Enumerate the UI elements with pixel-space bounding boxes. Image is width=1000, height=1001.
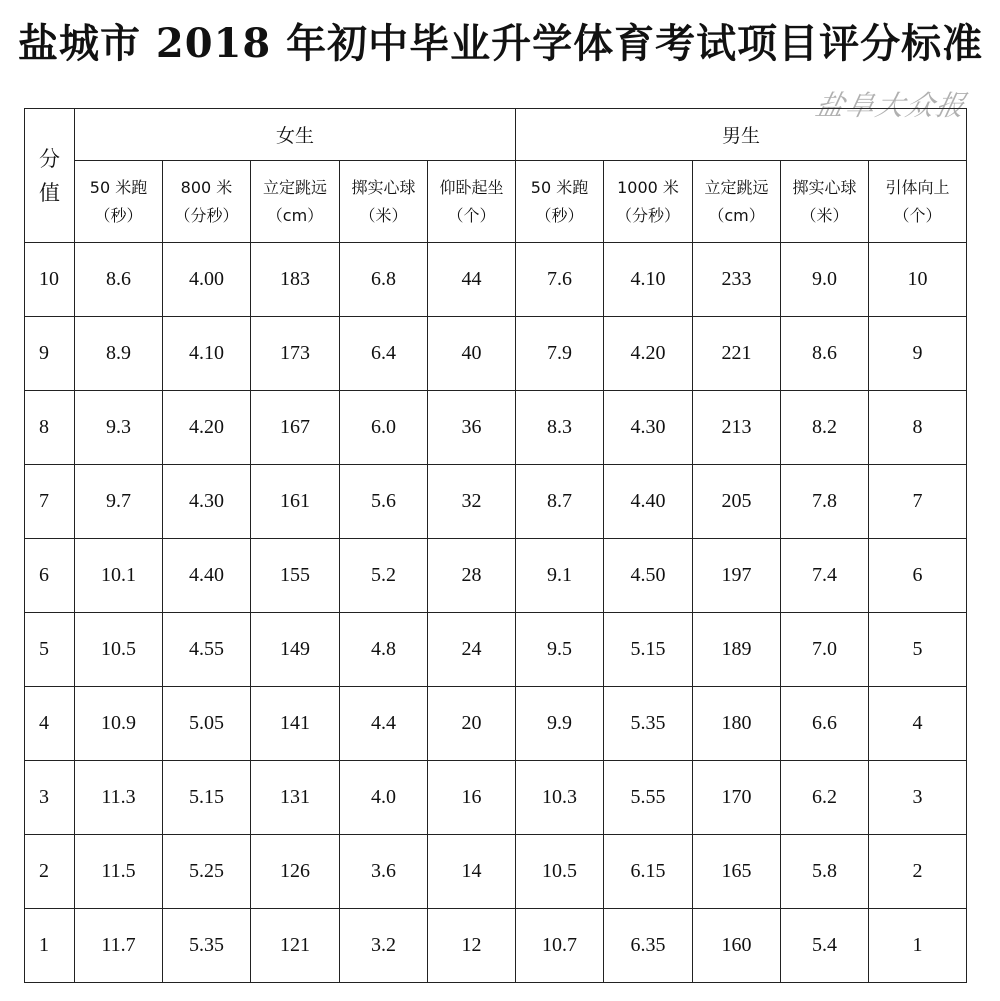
score-cell: 10 (25, 243, 75, 317)
score-cell: 2 (25, 835, 75, 909)
column-header-unit: （米） (800, 205, 849, 225)
table-cell: 155 (251, 539, 340, 613)
table-cell: 5.35 (163, 909, 251, 983)
table-cell: 4.55 (163, 613, 251, 687)
table-cell: 9 (869, 317, 967, 391)
column-header-name: 掷实心球 (792, 177, 857, 197)
table-cell: 7 (869, 465, 967, 539)
table-row (25, 465, 967, 539)
page-title: 盐城市 2018 年初中毕业升学体育考试项目评分标准 (18, 20, 984, 67)
table-cell: 9.3 (75, 391, 163, 465)
table-cell: 9.9 (516, 687, 604, 761)
column-header-name: 50 米跑 (530, 177, 589, 197)
column-header-unit: （cm） (266, 205, 324, 225)
table-cell: 5.8 (781, 835, 869, 909)
table-cell: 7.9 (516, 317, 604, 391)
table-row (25, 391, 967, 465)
score-column-header (25, 109, 75, 243)
score-header-char-2: 值 (39, 180, 60, 205)
table-cell: 170 (693, 761, 781, 835)
table-cell: 5.55 (604, 761, 693, 835)
table-cell: 5.25 (163, 835, 251, 909)
column-header-name: 仰卧起坐 (439, 177, 504, 197)
table-cell: 11.7 (75, 909, 163, 983)
table-cell: 5.05 (163, 687, 251, 761)
column-header-unit: （分秒） (174, 205, 239, 225)
column-header (340, 161, 428, 243)
table-cell: 3.2 (340, 909, 428, 983)
table-cell: 121 (251, 909, 340, 983)
column-header-unit: （秒） (94, 205, 143, 225)
table-cell: 180 (693, 687, 781, 761)
table-cell: 5 (869, 613, 967, 687)
table-row (25, 835, 967, 909)
table-row (25, 761, 967, 835)
score-cell: 8 (25, 391, 75, 465)
column-header-unit: （秒） (535, 205, 584, 225)
table-cell: 9.0 (781, 243, 869, 317)
table-cell: 10.5 (75, 613, 163, 687)
table-cell: 4.10 (604, 243, 693, 317)
table-cell: 9.7 (75, 465, 163, 539)
table-cell: 6.15 (604, 835, 693, 909)
table-cell: 189 (693, 613, 781, 687)
table-cell: 213 (693, 391, 781, 465)
table-cell: 32 (428, 465, 516, 539)
column-header (251, 161, 340, 243)
table-cell: 8.6 (75, 243, 163, 317)
table-cell: 4.50 (604, 539, 693, 613)
table-cell: 197 (693, 539, 781, 613)
table-cell: 44 (428, 243, 516, 317)
table-cell: 8.3 (516, 391, 604, 465)
table-cell: 4.0 (340, 761, 428, 835)
column-header-unit: （cm） (708, 205, 765, 225)
male-group-header: 男生 (516, 109, 967, 161)
column-header-name: 50 米跑 (89, 177, 148, 197)
table-cell: 10.1 (75, 539, 163, 613)
table-row (25, 539, 967, 613)
table-cell: 5.6 (340, 465, 428, 539)
table-cell: 161 (251, 465, 340, 539)
column-header (75, 161, 163, 243)
table-row (25, 243, 967, 317)
column-header (163, 161, 251, 243)
table-cell: 233 (693, 243, 781, 317)
table-cell: 141 (251, 687, 340, 761)
table-cell: 11.3 (75, 761, 163, 835)
table-row (25, 613, 967, 687)
column-header-unit: （米） (359, 205, 408, 225)
table-cell: 16 (428, 761, 516, 835)
column-header-name: 800 米 (180, 177, 233, 197)
score-cell: 4 (25, 687, 75, 761)
table-cell: 160 (693, 909, 781, 983)
score-cell: 9 (25, 317, 75, 391)
table-cell: 24 (428, 613, 516, 687)
table-cell: 6.2 (781, 761, 869, 835)
table-cell: 167 (251, 391, 340, 465)
table-cell: 12 (428, 909, 516, 983)
column-header-name: 1000 米 (617, 177, 679, 197)
score-header-char-1: 分 (39, 146, 60, 171)
column-header (693, 161, 781, 243)
column-header-row (25, 161, 967, 243)
table-cell: 126 (251, 835, 340, 909)
table-cell: 131 (251, 761, 340, 835)
table-cell: 9.1 (516, 539, 604, 613)
table-cell: 165 (693, 835, 781, 909)
table-cell: 5.15 (163, 761, 251, 835)
table-cell: 4.30 (604, 391, 693, 465)
table-cell: 8.7 (516, 465, 604, 539)
table-cell: 6.6 (781, 687, 869, 761)
table-cell: 7.0 (781, 613, 869, 687)
table-cell: 7.6 (516, 243, 604, 317)
table-cell: 4.30 (163, 465, 251, 539)
table-cell: 8.9 (75, 317, 163, 391)
column-header-name: 立定跳远 (262, 177, 327, 197)
table-cell: 4 (869, 687, 967, 761)
table-cell: 6.35 (604, 909, 693, 983)
table-row (25, 909, 967, 983)
score-cell: 3 (25, 761, 75, 835)
table-cell: 4.4 (340, 687, 428, 761)
table-cell: 10.3 (516, 761, 604, 835)
column-header (428, 161, 516, 243)
table-cell: 10.9 (75, 687, 163, 761)
column-header (604, 161, 693, 243)
table-cell: 7.8 (781, 465, 869, 539)
score-cell: 1 (25, 909, 75, 983)
table-cell: 7.4 (781, 539, 869, 613)
table-cell: 173 (251, 317, 340, 391)
column-header-name: 掷实心球 (351, 177, 416, 197)
table-cell: 205 (693, 465, 781, 539)
table-cell: 10 (869, 243, 967, 317)
column-header (781, 161, 869, 243)
score-cell: 7 (25, 465, 75, 539)
table-cell: 28 (428, 539, 516, 613)
table-cell: 183 (251, 243, 340, 317)
table-cell: 149 (251, 613, 340, 687)
table-cell: 221 (693, 317, 781, 391)
table-cell: 5.35 (604, 687, 693, 761)
table-cell: 11.5 (75, 835, 163, 909)
column-header (869, 161, 967, 243)
column-header-unit: （个） (893, 205, 942, 225)
table-cell: 14 (428, 835, 516, 909)
table-cell: 6.0 (340, 391, 428, 465)
scoring-table (24, 108, 967, 983)
table-cell: 3.6 (340, 835, 428, 909)
table-cell: 5.2 (340, 539, 428, 613)
table-cell: 36 (428, 391, 516, 465)
female-group-header: 女生 (75, 109, 516, 161)
column-header-unit: （个） (447, 205, 496, 225)
table-cell: 10.5 (516, 835, 604, 909)
table-cell: 4.20 (604, 317, 693, 391)
table-cell: 6.8 (340, 243, 428, 317)
table-cell: 8.6 (781, 317, 869, 391)
table-cell: 20 (428, 687, 516, 761)
table-cell: 1 (869, 909, 967, 983)
column-header-unit: （分秒） (616, 205, 681, 225)
score-cell: 5 (25, 613, 75, 687)
table-cell: 3 (869, 761, 967, 835)
table-cell: 4.20 (163, 391, 251, 465)
table-cell: 8 (869, 391, 967, 465)
table-cell: 8.2 (781, 391, 869, 465)
newspaper-watermark: 盐阜大众报 (812, 89, 970, 122)
table-cell: 4.40 (163, 539, 251, 613)
table-cell: 5.4 (781, 909, 869, 983)
column-header (516, 161, 604, 243)
table-cell: 9.5 (516, 613, 604, 687)
table-body (25, 243, 967, 983)
table-cell: 4.00 (163, 243, 251, 317)
table-cell: 4.10 (163, 317, 251, 391)
table-cell: 5.15 (604, 613, 693, 687)
table-cell: 10.7 (516, 909, 604, 983)
column-header-name: 引体向上 (885, 177, 950, 197)
table-row (25, 687, 967, 761)
score-cell: 6 (25, 539, 75, 613)
table-cell: 6.4 (340, 317, 428, 391)
table-cell: 4.8 (340, 613, 428, 687)
table-cell: 2 (869, 835, 967, 909)
table-cell: 4.40 (604, 465, 693, 539)
table-row (25, 317, 967, 391)
table-cell: 6 (869, 539, 967, 613)
column-header-name: 立定跳远 (704, 177, 769, 197)
table-cell: 40 (428, 317, 516, 391)
